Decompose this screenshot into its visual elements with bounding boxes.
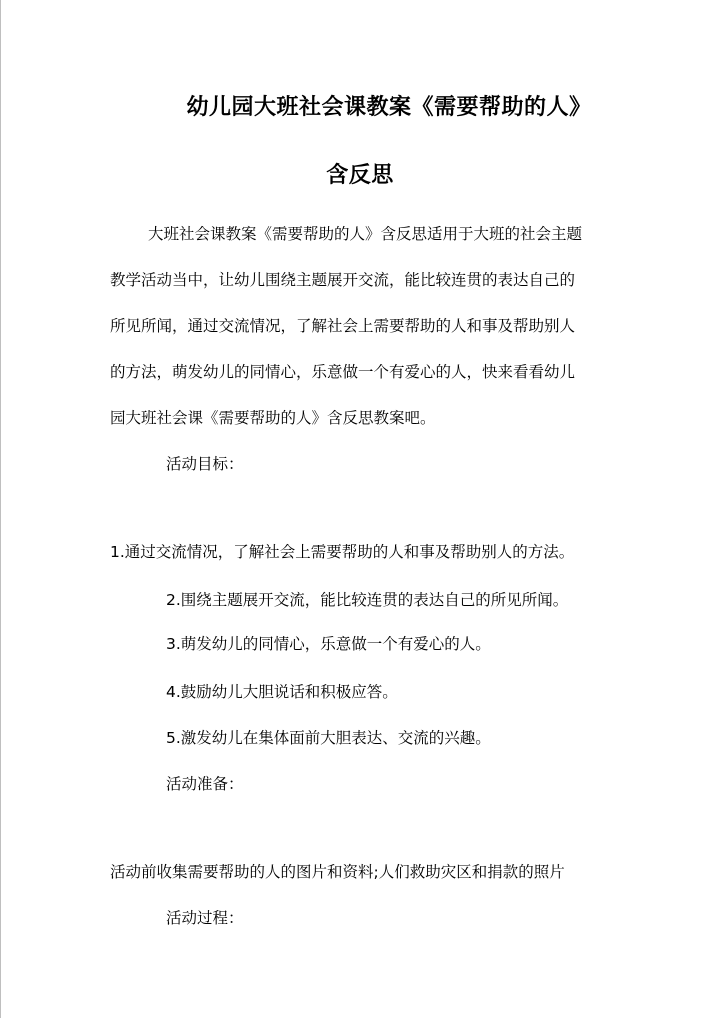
prep-heading: 活动准备： xyxy=(166,775,244,793)
goal-item-4: 4.鼓励幼儿大胆说话和积极应答。 xyxy=(166,683,398,701)
intro-line-1: 大班社会课教案《需要帮助的人》含反思适用于大班的社会主题 xyxy=(148,225,583,243)
intro-line-3: 所见所闻，通过交流情况，了解社会上需要帮助的人和事及帮助别人 xyxy=(110,317,576,335)
goal-item-2: 2.围绕主题展开交流，能比较连贯的表达自己的所见所闻。 xyxy=(166,591,569,609)
prep-text: 活动前收集需要帮助的人的图片和资料;人们救助灾区和捐款的照片 xyxy=(110,863,565,881)
document-title-line-1: 幼儿园大班社会课教案《需要帮助的人》 xyxy=(186,95,592,120)
document-title-line-2: 含反思 xyxy=(326,163,394,188)
intro-line-4: 的方法，萌发幼儿的同情心，乐意做一个有爱心的人，快来看看幼儿 xyxy=(110,363,576,381)
goal-item-3: 3.萌发幼儿的同情心，乐意做一个有爱心的人。 xyxy=(166,635,491,653)
goal-item-5: 5.激发幼儿在集体面前大胆表达、交流的兴趣。 xyxy=(166,729,491,747)
intro-line-2: 教学活动当中，让幼儿围绕主题展开交流，能比较连贯的表达自己的 xyxy=(110,271,576,289)
page-edge-rule xyxy=(0,0,1,1018)
goal-item-1: 1.通过交流情况，了解社会上需要帮助的人和事及帮助别人的方法。 xyxy=(110,543,575,561)
goals-heading: 活动目标： xyxy=(166,455,244,473)
intro-line-5: 园大班社会课《需要帮助的人》含反思教案吧。 xyxy=(110,409,436,427)
process-heading: 活动过程： xyxy=(166,909,244,927)
